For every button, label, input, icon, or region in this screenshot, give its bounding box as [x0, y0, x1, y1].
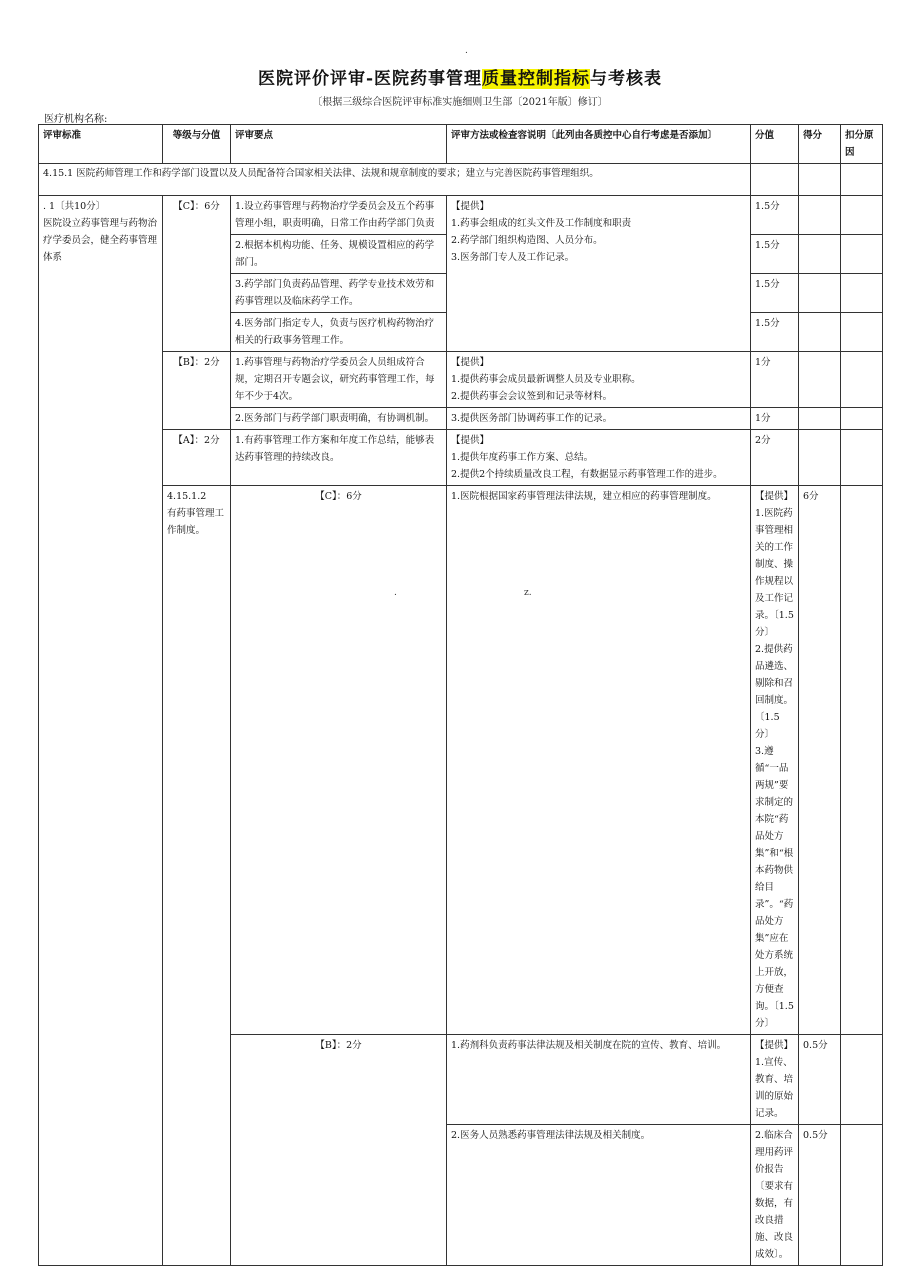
got-cell[interactable] [799, 164, 841, 196]
title-suffix: 与考核表 [590, 69, 663, 89]
point-cell: 1.药事管理与药物治疗学委员会人员组成符合规，定期召开专题会议，研究药事管理工作，每年不少于4次。 [231, 352, 447, 408]
header-reason: 扣分原因 [841, 125, 883, 164]
footer-dot: . [394, 588, 397, 598]
point-cell: 1.药剂科负责药事法律法规及相关制度在院的宣传、教育、培训。 [447, 1035, 751, 1125]
reason-cell[interactable] [841, 235, 883, 274]
score-cell: 1.5分 [751, 235, 799, 274]
point-cell: 2.医务部门与药学部门职责明确，有协调机制。 [231, 408, 447, 430]
org-name-label: 医疗机构名称: [44, 114, 108, 125]
got-cell[interactable] [799, 274, 841, 313]
header-got: 得分 [799, 125, 841, 164]
score-cell: 2分 [751, 430, 799, 486]
point-cell: 1.有药事管理工作方案和年度工作总结，能够表达药事管理的持续改良。 [231, 430, 447, 486]
grade-c-6: 【C】：6分 [163, 196, 231, 352]
table-row [39, 196, 883, 235]
got-cell[interactable] [799, 313, 841, 352]
grade-b-2: 【B】：2分 [163, 352, 231, 430]
method-cell: 【提供】 1.医院药事管理相关的工作制度、操作规程以及工作记录。〔1.5分〕 2.提供药品遴选、剔除和召回制度。〔1.5分〕 3.遵循“一品两规”要求制定的本院“药品处方集”和“根本药物供给目录”。“药品处方集”应在处方系统上开放，方便查询。〔1.5分〕 [751, 486, 799, 1035]
got-cell[interactable] [799, 235, 841, 274]
reason-cell[interactable] [841, 313, 883, 352]
point-cell: 3.药学部门负责药品管理、药学专业技术效劳和药事管理以及临床药学工作。 [231, 274, 447, 313]
table-row [39, 486, 883, 1035]
reason-cell[interactable] [841, 274, 883, 313]
score-cell: 1分 [751, 408, 799, 430]
top-dot: . [465, 46, 468, 56]
title-prefix: 医院评价评审-医院药事管理 [257, 69, 483, 89]
table-row [39, 430, 883, 486]
standard-4-15-1-2: 4.15.1.2 有药事管理工作制度。 [163, 486, 231, 1266]
page-subtitle: 〔根据三级综合医院评审标准实施细则卫生部〔2021年版〕修订〕 [312, 97, 608, 108]
score-cell: 1.5分 [751, 196, 799, 235]
header-grade: 等级与分值 [163, 125, 231, 164]
reason-cell[interactable] [841, 196, 883, 235]
got-cell[interactable] [799, 352, 841, 408]
page-title [0, 64, 920, 89]
got-cell[interactable] [799, 196, 841, 235]
point-cell: 1.医院根据国家药事管理法律法规，建立相应的药事管理制度。 [447, 486, 751, 1035]
method-cell: 【提供】 1.提供年度药事工作方案、总结。 2.提供2个持续质量改良工程，有数据显示药事管理工作的进步。 [447, 430, 751, 486]
table-row [39, 352, 883, 408]
method-cell: 【提供】 1.宣传、教育、培训的原始记录。 [751, 1035, 799, 1125]
header-method: 评审方法或检查容说明〔此列由各质控中心自行考虑是否添加〕 [447, 125, 751, 164]
got-cell[interactable] [841, 486, 883, 1035]
title-highlight: 质量控制指标 [482, 69, 591, 89]
got-cell[interactable] [841, 1035, 883, 1125]
score-cell: 1.5分 [751, 274, 799, 313]
got-cell[interactable] [799, 430, 841, 486]
method-cell: 【提供】 1.提供药事会成员最新调整人员及专业职称。 2.提供药事会会议签到和记录等材料。 [447, 352, 751, 408]
method-cell: 【提供】 1.药事会组成的红头文件及工作制度和职责 2.药学部门组织构造图、人员分布。 3.医务部门专人及工作记录。 [447, 196, 751, 352]
standard-4-15-1: 4.15.1 医院药师管理工作和药学部门设置以及人员配备符合国家相关法律、法规和规章制度的要求；建立与完善医院药事管理组织。 [39, 164, 751, 196]
point-cell: 4.医务部门指定专人，负责与医疗机构药物治疗相关的行政事务管理工作。 [231, 313, 447, 352]
reason-cell[interactable] [841, 352, 883, 408]
reason-cell[interactable] [841, 164, 883, 196]
standard-4-15-1-1: . 1〔共10分〕 医院设立药事管理与药物治疗学委员会，健全药事管理体系 [39, 196, 163, 1266]
score-cell: 1.5分 [751, 313, 799, 352]
score-cell: 0.5分 [799, 1125, 841, 1266]
header-row [39, 125, 883, 164]
method-cell: 3.提供医务部门协调药事工作的记录。 [447, 408, 751, 430]
table-row [39, 164, 883, 196]
point-cell: 2.医务人员熟悉药事管理法律法规及相关制度。 [447, 1125, 751, 1266]
got-cell[interactable] [841, 1125, 883, 1266]
got-cell[interactable] [799, 408, 841, 430]
header-score: 分值 [751, 125, 799, 164]
footer-z: z. [524, 588, 532, 598]
grade-c-6: 【C】：6分 [231, 486, 447, 1035]
score-cell: 1分 [751, 352, 799, 408]
reason-cell[interactable] [841, 430, 883, 486]
header-standard: 评审标准 [39, 125, 163, 164]
grade-a-2: 【A】：2分 [163, 430, 231, 486]
score-cell: 0.5分 [799, 1035, 841, 1125]
method-cell: 2.临床合理用药评价报告〔要求有数据，有改良措施、改良成效〕。 [751, 1125, 799, 1266]
point-cell: 2.根据本机构功能、任务、规模设置相应的药学部门。 [231, 235, 447, 274]
header-points: 评审要点 [231, 125, 447, 164]
score-cell [751, 164, 799, 196]
evaluation-table [38, 124, 883, 1266]
score-cell: 6分 [799, 486, 841, 1035]
grade-b-2: 【B】：2分 [231, 1035, 447, 1266]
reason-cell[interactable] [841, 408, 883, 430]
point-cell: 1.设立药事管理与药物治疗学委员会及五个药事管理小组，职责明确，日常工作由药学部门负责 [231, 196, 447, 235]
